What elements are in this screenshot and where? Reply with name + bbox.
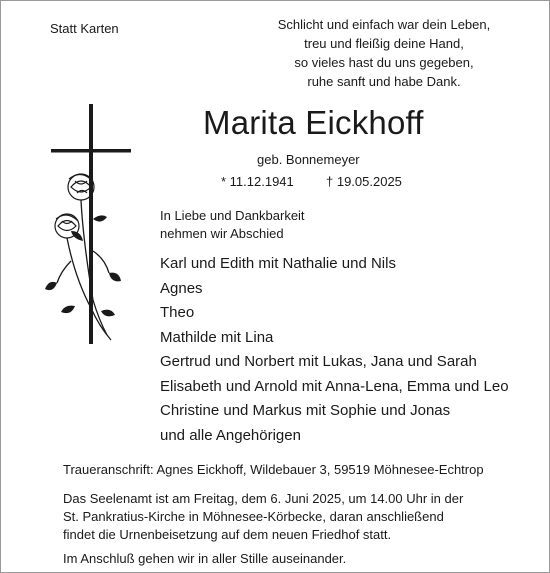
mourners-list [160, 252, 509, 448]
closing-note: Im Anschluß gehen wir in aller Stille auseinander. [63, 551, 347, 566]
mourner-line: Elisabeth und Arnold mit Anna-Lena, Emma und Leo [160, 377, 509, 395]
poem-line: so vieles hast du uns gegeben, [294, 55, 474, 70]
deceased-name: Marita Eickhoff [203, 104, 424, 141]
poem [263, 15, 505, 91]
header-label: Statt Karten [50, 21, 119, 36]
intro-line: nehmen wir Abschied [160, 226, 284, 241]
mourner-line: Karl und Edith mit Nathalie und Nils [160, 255, 396, 272]
birth-date: * 11.12.1941 [221, 174, 294, 189]
intro-line: In Liebe und Dankbarkeit [160, 208, 305, 223]
mourner-line: Christine und Markus mit Sophie und Jonas [160, 402, 451, 419]
mourner-line: Gertrud und Norbert mit Lukas, Jana und Sarah [160, 353, 477, 370]
death-date: † 19.05.2025 [326, 174, 402, 189]
maiden-name: geb. Bonnemeyer [257, 152, 360, 167]
service-details [63, 490, 463, 544]
farewell-intro [160, 207, 305, 243]
service-line: findet die Urnenbeisetzung auf dem neuen Friedhof statt. [63, 527, 392, 542]
poem-line: ruhe sanft und habe Dank. [307, 74, 461, 89]
service-line: Das Seelenamt ist am Freitag, dem 6. Juni 2025, um 14.00 Uhr in der [63, 491, 464, 506]
mourning-address: Traueranschrift: Agnes Eickhoff, Wildebauer 3, 59519 Möhnesee-Echtrop [63, 462, 484, 477]
cross-with-roses-icon [31, 101, 131, 351]
mourner-line: und alle Angehörigen [160, 426, 301, 444]
mourner-line: Agnes [160, 279, 203, 297]
service-line: St. Pankratius-Kirche in Möhnesee-Körbecke, daran anschließend [63, 509, 444, 524]
poem-line: treu und fleißig deine Hand, [304, 36, 464, 51]
mourner-line: Theo [160, 304, 195, 321]
poem-line: Schlicht und einfach war dein Leben, [277, 17, 491, 32]
mourner-line: Mathilde mit Lina [160, 328, 274, 346]
